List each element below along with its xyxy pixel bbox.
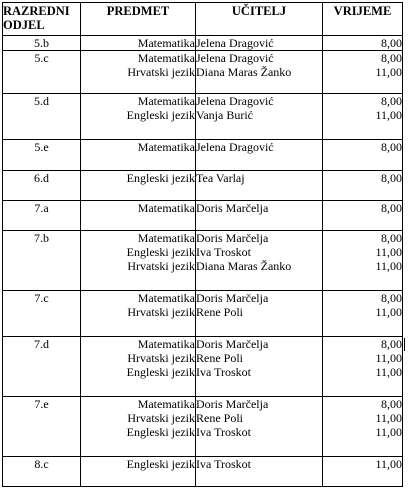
ucitelj-text: Tea Varlaj [196,171,245,185]
vrijeme-cell [323,291,403,337]
header-odjel-line1: RAZREDNI [3,4,70,18]
ucitelj-text: Doris Marčelja [196,291,269,305]
vrijeme-text: 11,00 [375,245,402,259]
predmet-text: Matematika [137,94,195,108]
predmet-text: Engleski jezik [126,457,195,471]
header-predmet: PREDMET [81,3,196,36]
table-row [3,94,403,140]
predmet-text: Matematika [137,337,195,351]
vrijeme-text: 11,00 [375,425,402,439]
predmet-cell [81,171,196,201]
odjel-label: 5.c [34,51,49,65]
table-row [3,457,403,487]
vrijeme-cell [323,231,403,291]
predmet-text: Matematika [137,397,195,411]
odjel-cell [3,337,81,397]
odjel-label: 5.d [34,94,49,108]
predmet-text: Hrvatski jezik [127,351,195,365]
odjel-label: 7.b [34,231,49,245]
vrijeme-text: 8,00 [381,291,402,305]
odjel-cell [3,231,81,291]
vrijeme-cell [323,171,403,201]
predmet-text: Matematika [137,231,195,245]
ucitelj-text: Iva Troskot [196,457,252,471]
ucitelj-cell [196,457,323,487]
ucitelj-cell [196,51,323,94]
vrijeme-text: 11,00 [375,351,402,365]
vrijeme-text: 8,00 [381,201,402,215]
table-row [3,397,403,457]
ucitelj-text: Vanja Burić [196,108,253,122]
odjel-cell [3,51,81,94]
vrijeme-text: 11,00 [375,259,402,273]
ucitelj-text: Rene Poli [196,411,243,425]
vrijeme-text: 11,00 [375,457,402,471]
odjel-label: 8.c [34,457,49,471]
odjel-label: 7.e [34,397,49,411]
ucitelj-cell [196,36,323,51]
vrijeme-text: 8,00 [381,337,402,351]
predmet-text: Hrvatski jezik [127,65,195,79]
ucitelj-text: Doris Marčelja [196,337,269,351]
table-row [3,291,403,337]
predmet-text: Hrvatski jezik [127,411,195,425]
ucitelj-text: Iva Troskot [196,365,252,379]
odjel-cell [3,171,81,201]
text-cursor-marker [404,338,405,351]
predmet-cell [81,140,196,171]
ucitelj-text: Diana Maras Žanko [196,259,292,273]
predmet-text: Engleski jezik [126,108,195,122]
vrijeme-text: 11,00 [375,411,402,425]
predmet-text: Matematika [137,140,195,154]
predmet-cell [81,397,196,457]
predmet-text: Engleski jezik [126,245,195,259]
predmet-cell [81,291,196,337]
ucitelj-text: Doris Marčelja [196,397,269,411]
ucitelj-text: Diana Maras Žanko [196,65,292,79]
vrijeme-text: 11,00 [375,365,402,379]
table-row [3,171,403,201]
table-row [3,36,403,51]
odjel-cell [3,140,81,171]
ucitelj-text: Jelena Dragović [196,51,274,65]
vrijeme-text: 8,00 [381,94,402,108]
table-row [3,337,403,397]
table-row [3,231,403,291]
ucitelj-text: Jelena Dragović [196,94,274,108]
vrijeme-text: 8,00 [381,171,402,185]
vrijeme-text: 8,00 [381,397,402,411]
ucitelj-cell [196,201,323,231]
table-body [3,36,403,487]
predmet-text: Engleski jezik [126,171,195,185]
predmet-cell [81,201,196,231]
table-header [3,3,403,36]
predmet-text: Matematika [137,36,195,50]
odjel-cell [3,397,81,457]
header-row [3,3,403,36]
ucitelj-text: Rene Poli [196,305,243,319]
predmet-cell [81,51,196,94]
predmet-text: Hrvatski jezik [127,305,195,319]
vrijeme-cell [323,201,403,231]
odjel-label: 7.a [34,201,49,215]
vrijeme-text: 8,00 [381,36,402,50]
schedule-table [2,2,403,487]
vrijeme-cell [323,36,403,51]
vrijeme-cell [323,94,403,140]
predmet-cell [81,94,196,140]
vrijeme-cell [323,140,403,171]
ucitelj-cell [196,171,323,201]
predmet-cell [81,457,196,487]
vrijeme-text: 11,00 [375,65,402,79]
ucitelj-text: Rene Poli [196,351,243,365]
predmet-text: Matematika [137,291,195,305]
ucitelj-cell [196,291,323,337]
ucitelj-cell [196,140,323,171]
predmet-cell [81,337,196,397]
odjel-cell [3,36,81,51]
odjel-label: 6.d [34,171,49,185]
odjel-cell [3,457,81,487]
ucitelj-cell [196,94,323,140]
predmet-text: Engleski jezik [126,365,195,379]
header-odjel [3,3,81,36]
header-ucitelj: UČITELJ [196,3,323,36]
odjel-label: 5.e [34,140,49,154]
vrijeme-cell [323,337,403,397]
ucitelj-text: Iva Troskot [196,245,252,259]
table-row [3,51,403,94]
vrijeme-cell [323,457,403,487]
vrijeme-text: 8,00 [381,231,402,245]
ucitelj-cell [196,337,323,397]
odjel-cell [3,94,81,140]
odjel-cell [3,201,81,231]
predmet-text: Engleski jezik [126,425,195,439]
table-row [3,201,403,231]
ucitelj-text: Jelena Dragović [196,36,274,50]
header-vrijeme: VRIJEME [323,3,403,36]
vrijeme-text: 11,00 [375,108,402,122]
header-odjel-line2: ODJEL [3,18,45,32]
ucitelj-cell [196,397,323,457]
vrijeme-cell [323,397,403,457]
predmet-text: Matematika [137,201,195,215]
predmet-text: Matematika [137,51,195,65]
odjel-cell [3,291,81,337]
ucitelj-text: Doris Marčelja [196,201,269,215]
table-row [3,140,403,171]
vrijeme-text: 8,00 [381,51,402,65]
vrijeme-text: 11,00 [375,305,402,319]
odjel-label: 7.d [34,337,49,351]
predmet-cell [81,231,196,291]
odjel-label: 5.b [34,36,49,50]
vrijeme-text: 8,00 [381,140,402,154]
ucitelj-text: Jelena Dragović [196,140,274,154]
ucitelj-cell [196,231,323,291]
vrijeme-cell [323,51,403,94]
ucitelj-text: Iva Troskot [196,425,252,439]
predmet-text: Hrvatski jezik [127,259,195,273]
predmet-cell [81,36,196,51]
odjel-label: 7.c [34,291,49,305]
ucitelj-text: Doris Marčelja [196,231,269,245]
